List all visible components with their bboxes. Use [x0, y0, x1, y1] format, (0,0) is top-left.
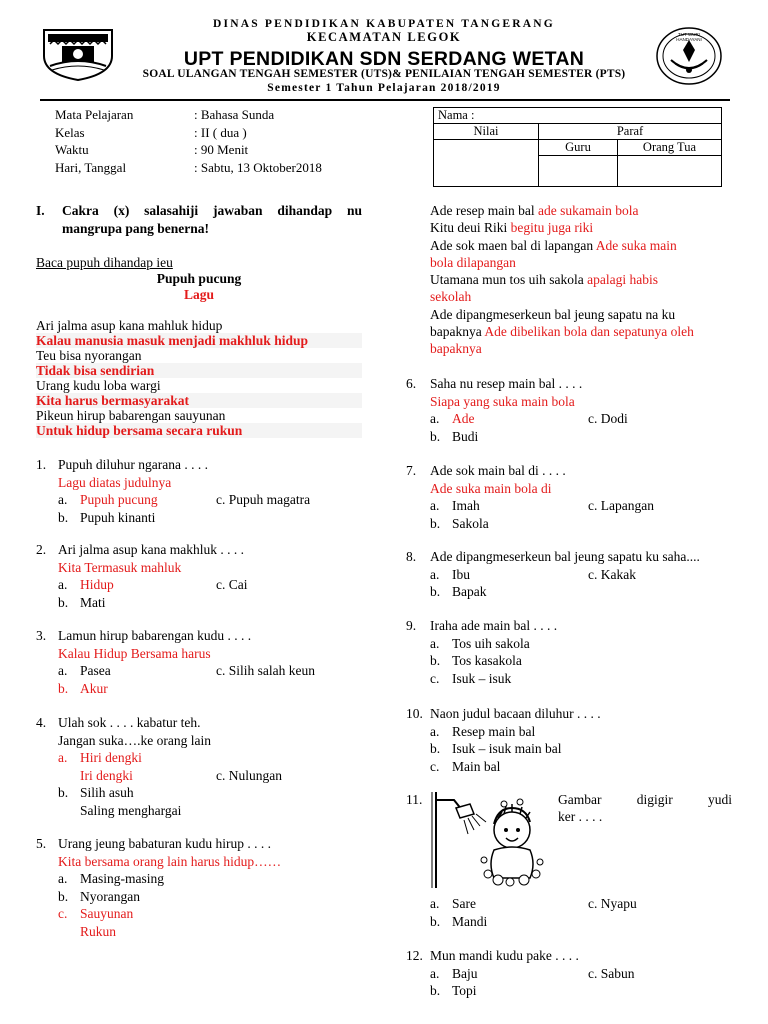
option-letter: b.	[430, 515, 441, 531]
story-line	[430, 271, 732, 288]
poem	[36, 318, 362, 438]
q5-option-c[interactable]	[36, 905, 366, 923]
option-letter: a.	[430, 965, 440, 981]
q9-text: Iraha ade main bal . . . .	[430, 618, 558, 633]
story-line	[430, 254, 732, 271]
q2-a-text: Hidup	[80, 577, 114, 592]
q8-option-a[interactable]	[406, 566, 746, 584]
question-11-options	[406, 895, 736, 930]
q1-number: 1.	[36, 457, 47, 472]
q5-number: 5.	[36, 836, 47, 851]
poem-line: Kalau manusia masuk menjadi makhluk hidup	[36, 333, 362, 348]
q4-a2-text: Iri dengki	[80, 767, 133, 783]
q8-a-text: Ibu	[452, 566, 470, 582]
ortu-sign-box[interactable]	[618, 156, 722, 187]
story-translation-text: bapaknya	[430, 341, 482, 357]
paraf-header: Paraf	[539, 124, 722, 140]
poem-line: Untuk hidup bersama secara rukun	[36, 423, 362, 438]
q12-number: 12.	[406, 948, 423, 963]
instruction-line1: Cakra (x) salasahiji jawaban dihandap nu	[62, 203, 362, 218]
q8-c-text[interactable]: c. Kakak	[588, 566, 636, 582]
story-line	[430, 306, 732, 323]
story-line	[430, 202, 732, 219]
q8-number: 8.	[406, 549, 417, 564]
q4-text1: Ulah sok . . . . kabatur teh.	[58, 715, 201, 730]
q7-number: 7.	[406, 463, 417, 478]
q9-option-b[interactable]	[406, 652, 736, 670]
q10-number: 10.	[406, 706, 423, 721]
q6-option-a[interactable]	[406, 410, 736, 428]
q9-b-text: Tos kasakola	[452, 653, 522, 668]
q2-number: 2.	[36, 542, 47, 557]
poem-line: Teu bisa nyorangan	[36, 348, 142, 363]
q6-a-text: Ade	[452, 411, 475, 426]
q3-text: Lamun hirup babarengan kudu . . . .	[58, 628, 252, 643]
q7-option-a[interactable]	[406, 497, 736, 515]
option-letter: a.	[430, 566, 440, 582]
question-3	[36, 627, 366, 697]
q7-c-text[interactable]: c. Lapangan	[588, 498, 654, 513]
q8-option-b[interactable]	[406, 583, 746, 601]
story-sunda-text: Kitu deui Riki	[430, 220, 511, 236]
q2-answer: Kita Termasuk mahluk	[58, 559, 182, 575]
poem-line: Pikeun hirup babarengan sauyunan	[36, 408, 226, 423]
q3-answer: Kalau Hidup Bersama harus	[58, 645, 211, 661]
q6-b-text: Budi	[452, 428, 479, 444]
header-line2: KECAMATAN LEGOK	[306, 30, 462, 44]
option-letter: b.	[58, 680, 69, 696]
q9-option-a[interactable]	[406, 635, 736, 653]
q11-option-b[interactable]	[406, 913, 736, 931]
q2-option-b[interactable]	[36, 594, 366, 612]
option-letter: b.	[430, 584, 441, 599]
q2-text: Ari jalma asup kana makhluk . . . .	[58, 542, 244, 557]
option-letter: a.	[58, 577, 68, 592]
question-8	[406, 548, 746, 601]
q12-option-a[interactable]	[406, 965, 736, 983]
shower-illustration	[428, 790, 550, 890]
option-letter: b.	[58, 785, 69, 800]
question-5	[36, 835, 366, 940]
q5-a-text: Masing-masing	[80, 871, 164, 886]
story-line	[430, 219, 732, 236]
waktu-value: : 90 Menit	[194, 142, 249, 157]
q5-c-text: Sauyunan	[80, 906, 134, 921]
q1-text: Pupuh diluhur ngarana . . . .	[58, 457, 208, 472]
exam-title: SOAL ULANGAN TENGAH SEMESTER (UTS)& PENILAIAN TENGAH SEMESTER (PTS)	[142, 68, 626, 80]
q10-option-a[interactable]	[406, 723, 736, 741]
q9-option-c[interactable]	[406, 670, 736, 688]
q11-b-text: Mandi	[452, 913, 488, 929]
q7-a-text: Imah	[452, 498, 480, 513]
baca-pupuh: Baca pupuh dihandap ieu	[36, 255, 173, 270]
question-9	[406, 617, 736, 687]
story-sunda-text: bapaknya	[430, 324, 485, 340]
pupuh-answer: Lagu	[183, 287, 214, 302]
q10-text: Naon judul bacaan diluhur . . . .	[430, 706, 601, 721]
option-letter: c.	[58, 906, 68, 921]
option-letter: a.	[58, 492, 68, 507]
nilai-box[interactable]	[434, 140, 538, 186]
question-2	[36, 541, 366, 611]
q9-a-text: Tos uih sakola	[452, 635, 530, 651]
q7-answer: Ade suka main bola di	[430, 480, 552, 496]
q11-number: 11.	[406, 792, 423, 807]
section-number: I.	[36, 203, 45, 218]
nilai-header	[434, 124, 539, 187]
q5-b-text: Nyorangan	[80, 888, 140, 904]
q5-answer: Kita bersama orang lain harus hidup……	[58, 853, 282, 869]
q4-text2: Jangan suka….ke orang lain	[58, 732, 211, 748]
option-letter: b.	[430, 741, 441, 756]
q3-a-text: Pasea	[80, 663, 111, 678]
story-line	[430, 323, 732, 340]
q1-answer: Lagu diatas judulnya	[58, 474, 172, 490]
instruction	[36, 202, 362, 238]
school-name: UPT PENDIDIKAN SDN SERDANG WETAN	[183, 48, 585, 70]
q4-c-text[interactable]: c. Nulungan	[216, 767, 282, 783]
story-translation-text: bola dilapangan	[430, 254, 516, 270]
option-letter: a.	[430, 498, 440, 513]
q6-answer: Siapa yang suka main bola	[430, 393, 575, 409]
option-letter: a.	[58, 663, 68, 678]
q7-option-b[interactable]	[406, 515, 736, 533]
q9-c-text: Isuk – isuk	[452, 670, 512, 686]
question-4	[36, 714, 366, 819]
story-translation-text: apalagi habis	[587, 272, 658, 288]
story-line	[430, 288, 732, 305]
q10-option-c[interactable]	[406, 758, 736, 776]
q6-option-b[interactable]	[406, 428, 736, 446]
option-letter: b.	[58, 888, 69, 904]
question-7	[406, 462, 736, 532]
q6-c-text[interactable]: c. Dodi	[588, 411, 628, 426]
q5-option-a[interactable]	[36, 870, 366, 888]
q6-text: Saha nu resep main bal . . . .	[430, 376, 583, 391]
q11-c-text[interactable]: c. Nyapu	[588, 896, 637, 911]
info-block	[55, 106, 322, 176]
kelas-label: Kelas	[55, 124, 85, 140]
mapel-label: Mata Pelajaran	[55, 107, 134, 122]
q11-text1: Gambar digigir yudi	[558, 792, 732, 807]
q8-text: Ade dipangmeserkeun bal jeung sapatu ku saha....	[430, 549, 700, 564]
q12-option-b[interactable]	[406, 982, 736, 1000]
story-sunda-text: Utamana mun tos uih sakola	[430, 272, 588, 288]
option-letter: b.	[430, 913, 441, 929]
question-6	[406, 375, 736, 445]
hari-value: : Sabtu, 13 Oktober2018	[194, 159, 322, 175]
option-letter: a.	[58, 871, 68, 886]
story-sunda-text: Ade sok maen bal di lapangan	[430, 237, 596, 253]
q4-number: 4.	[36, 715, 47, 730]
story-translation-text: Ade dibelikan bola dan sepatunya oleh	[484, 324, 694, 340]
kelas-value: : II ( dua )	[194, 124, 247, 140]
semester-line: Semester 1 Tahun Pelajaran 2018/2019	[267, 82, 501, 94]
q5-c2-text: Rukun	[80, 923, 117, 939]
q7-b-text: Sakola	[452, 515, 489, 531]
q1-a-text: Pupuh pucung	[80, 492, 158, 507]
q11-option-a[interactable]	[406, 895, 736, 913]
q5-text: Urang jeung babaturan kudu hirup . . . .	[58, 836, 271, 851]
option-letter: a.	[430, 411, 440, 426]
q1-b-text: Pupuh kinanti	[80, 509, 156, 525]
poem-line: Urang kudu loba wargi	[36, 378, 161, 393]
q1-option-a[interactable]	[36, 491, 366, 509]
option-letter: b.	[58, 594, 69, 610]
story-sunda-text: Ade dipangmeserkeun bal jeung sapatu na ku	[430, 306, 676, 322]
poem-line: Ari jalma asup kana mahluk hidup	[36, 318, 223, 333]
mapel-value: : Bahasa Sunda	[194, 107, 275, 122]
q1-option-b[interactable]	[36, 509, 366, 527]
option-letter: c.	[430, 670, 440, 686]
option-letter: a.	[430, 896, 440, 911]
waktu-label: Waktu	[55, 142, 89, 157]
story-translation-text: begitu juga riki	[510, 220, 594, 236]
nama-cell[interactable]: Nama :	[434, 108, 722, 124]
poem-line: Kita harus bermasyarakat	[36, 393, 362, 408]
q10-option-b[interactable]	[406, 740, 736, 758]
story-sunda-text: Ade resep main bal	[430, 203, 538, 218]
option-letter: a.	[430, 723, 440, 739]
option-letter: a.	[58, 750, 68, 765]
q7-text: Ade sok main bal di . . . .	[430, 463, 566, 478]
guru-sign-box[interactable]	[539, 156, 618, 187]
story-line	[430, 340, 732, 357]
question-1	[36, 456, 366, 526]
q10-b-text: Isuk – isuk main bal	[452, 741, 562, 756]
pupuh-title: Pupuh pucung	[156, 271, 242, 286]
q10-c-text: Main bal	[452, 758, 501, 774]
q8-b-text: Bapak	[452, 584, 487, 599]
q3-option-b[interactable]	[36, 680, 366, 698]
q12-text: Mun mandi kudu pake . . . .	[430, 948, 579, 963]
q4-b2-text: Saling menghargai	[80, 802, 182, 818]
instruction-line2: mangrupa pang benerna!	[62, 221, 210, 236]
poem-line: Tidak bisa sendirian	[36, 363, 362, 378]
option-letter: b.	[430, 653, 441, 668]
q4-option-a[interactable]	[36, 749, 366, 767]
option-letter: b.	[58, 509, 69, 525]
option-letter: b.	[430, 428, 441, 444]
q11-text2: ker . . . .	[558, 809, 603, 824]
q3-option-a[interactable]	[36, 662, 366, 680]
q3-number: 3.	[36, 628, 47, 643]
q9-number: 9.	[406, 618, 417, 633]
question-10	[406, 705, 736, 775]
score-table	[433, 107, 722, 187]
header-divider	[40, 99, 730, 101]
guru-header: Guru	[539, 140, 618, 156]
q4-b-text: Silih asuh	[80, 785, 134, 800]
q3-b-text: Akur	[80, 680, 108, 696]
q10-a-text: Resep main bal	[452, 723, 536, 739]
q11-a-text: Sare	[452, 896, 476, 911]
tut-wuri-logo-text: TUT WURI HANDAYANI	[676, 32, 702, 42]
q12-a-text: Baju	[452, 965, 478, 981]
q2-option-a[interactable]	[36, 576, 366, 594]
q2-c-text[interactable]: c. Cai	[216, 577, 248, 592]
header-line1: DINAS PENDIDIKAN KABUPATEN TANGERANG	[213, 18, 555, 30]
option-letter: b.	[430, 983, 441, 998]
story	[430, 202, 732, 358]
option-letter: a.	[430, 635, 440, 651]
q5-option-b[interactable]	[36, 888, 366, 906]
q2-b-text: Mati	[80, 594, 106, 610]
q12-b-text: Topi	[452, 983, 477, 998]
q4-a-text: Hiri dengki	[80, 750, 142, 765]
q12-c-text[interactable]: c. Sabun	[588, 965, 635, 981]
story-translation-text: ade sukamain bola	[537, 203, 639, 218]
q1-c-text[interactable]: c. Pupuh magatra	[216, 492, 311, 507]
tut-wuri-logo	[653, 24, 725, 88]
q6-number: 6.	[406, 376, 417, 391]
story-translation-text: sekolah	[430, 289, 472, 305]
story-translation-text: Ade suka main	[595, 237, 677, 253]
nilai-label: Nilai	[434, 124, 538, 140]
ortu-header: Orang Tua	[618, 140, 722, 156]
hari-label: Hari, Tanggal	[55, 159, 127, 175]
q3-c-text[interactable]: c. Silih salah keun	[216, 663, 315, 678]
q4-option-b[interactable]	[36, 784, 366, 802]
option-letter: c.	[430, 758, 440, 774]
question-12	[406, 947, 736, 1000]
story-line	[430, 237, 732, 254]
